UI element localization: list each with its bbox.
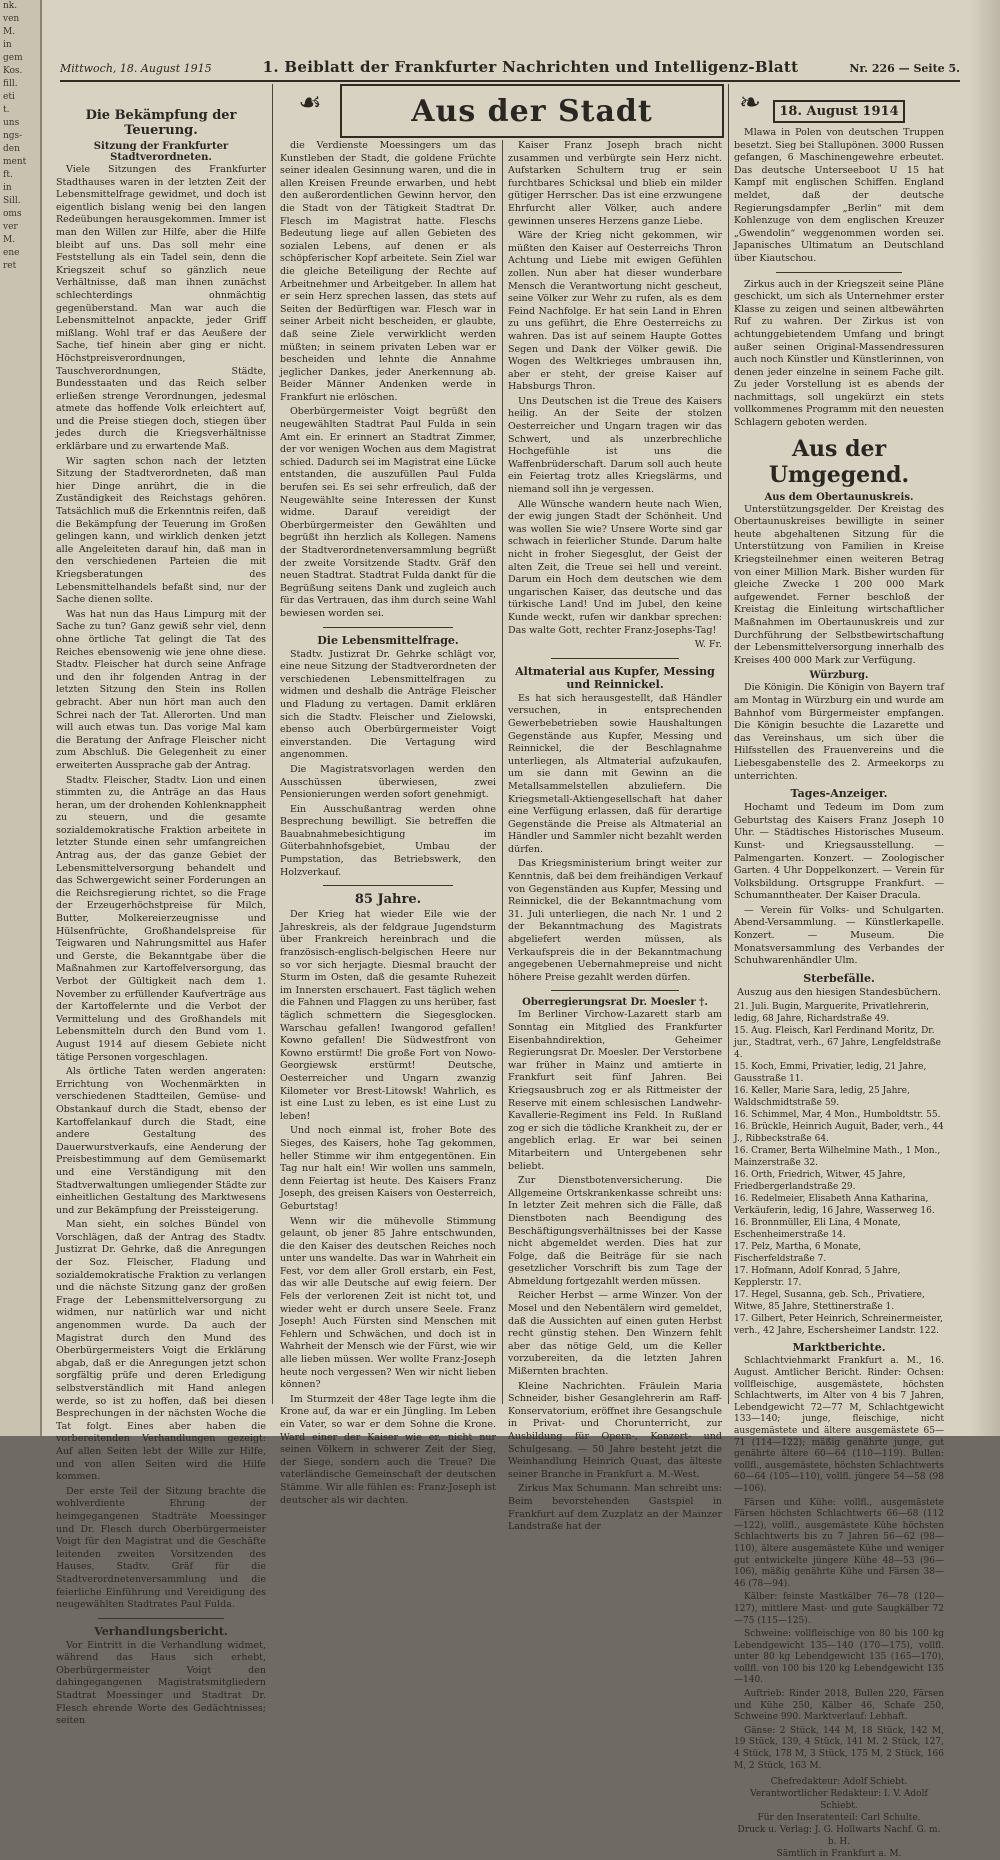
article-heading: Sterbefälle.: [803, 971, 875, 985]
paragraph: Kleine Nachrichten. Fräulein Maria Schneider, bisher Gesanglehrerin am Raff-Konservatorium, eröffnet ihre Gesangschule in Privat- und Chorunterricht, zur Ausbildung für Opern-, Konzert- und Schulgesang. — 50 Jahre besteht jetzt die Weinhandlung Heinrich Quast, das älteste seiner Branche in Frankfurt a. M.-West.: [508, 1380, 722, 1480]
article-heading: Die Bekämpfung der Teuerung.: [85, 108, 237, 138]
prev-page-fragment: in: [3, 40, 12, 50]
imprint-line: Chefredakteur: Adolf Schiebt.: [770, 1777, 908, 1788]
paragraph: — Verein für Volks- und Schulgarten. Abend-Versammlung. — Künstlerkapelle. Konzert. — Museum. Die Monatsversammlung des Verbandes der Schuhwarenhändler Ulm.: [734, 904, 944, 967]
paragraph: Uns Deutschen ist die Treue des Kaisers heilig. An der Seite der stolzen Oesterreicher und Ungarn tragen wir das Schwert, und als unzerbrechliche Hochgefühle ist uns die Waffenbrüderschaft. Darum soll auch heute ein Feiertag trotz alles Kriegslärms, und niemand soll ihn je vergessen.: [508, 395, 722, 496]
imprint-line: Für den Inseratenteil: Carl Schulte.: [757, 1813, 921, 1824]
previous-page-edge: [0, 0, 42, 1436]
article-subheading: Sitzung der Frankfurter Stadtverordneten.: [93, 141, 229, 163]
market-report: Kälber: feinste Mastkälber 76—78 (120—127), mittlere Mast- und gute Saugkälber 72—75 (115—125).: [734, 1592, 944, 1626]
header-number: Nr. 226 — Seite 5.: [849, 62, 960, 75]
column-divider: [728, 84, 729, 1404]
paragraph: Reicher Herbst — arme Winzer. Von der Mosel und den Nebentälern wird gemeldet, daß die Aussichten auf einen guten Herbst recht günstig stehen. Den Winzern fehlt aber das nötige Geld, um die Keller vorzubereiten, da die letzten Jahren Mißernten brachten.: [508, 1290, 722, 1378]
page-edge: [970, 0, 1000, 1436]
deaths-intro: Auszug aus den hiesigen Standesbüchern.: [737, 986, 941, 998]
prev-page-fragment: ver: [3, 222, 18, 232]
paragraph: Vor Eintritt in die Verhandlung widmet, während das Haus sich erhebt, Oberbürgermeister Voigt den dahingegangenen Magistratsmitgliedern Stadtrat Moessinger und Stadtrat Dr. Flesch ehrende Worte des Gedächtnisses; seiten: [56, 1639, 266, 1727]
section-banner: [340, 84, 724, 138]
section-heading: Aus der Umgegend.: [768, 435, 910, 488]
column-1: [56, 104, 266, 1727]
article-heading: Würzburg.: [809, 670, 869, 682]
header-title: 1. Beiblatt der Frankfurter Nachrichten und Intelligenz-Blatt: [262, 58, 799, 76]
header-date: Mittwoch, 18. August 1915: [60, 62, 212, 75]
paragraph: Im Berliner Virchow-Lazarett starb am Sonntag ein Mitglied des Frankfurter Eisenbahndirektion, Geheimer Regierungsrat Dr. Moesler. Der Verstorbene war früher in Mainz und amtierte in Frankfurt seit fünf Jahren. Bei Kriegsausbruch zog er als Rittmeister der Reserve mit einem schlesischen Landwehr-Kavallerie-Regiment ins Feld. In Rußland zog er sich die tödliche Krankheit zu, der er angeblich erlag. Er war bei seinen Mitarbeitern und Untergebenen sehr beliebt.: [508, 1009, 722, 1172]
separator: [551, 990, 679, 991]
prev-page-fragment: uns: [3, 118, 20, 128]
death-notice: 17. Gilbert, Peter Heinrich, Schreinermeister, verh., 42 Jahre, Eschersheimer Landstr. 122.: [734, 1314, 943, 1337]
prev-page-fragment: gem: [3, 53, 23, 63]
paragraph: Wir sagten schon nach der letzten Sitzung der Stadtverordneten, daß man hier Dinge anrührt, die in die Zuständigkeit des Reichstags gehören. Tatsächlich muß die Erkenntnis reifen, daß die Bekämpfung der Teuerung im Großen gelingen kann, und wirklich denken jetzt alle Angeleiteten darauf hin, daß man in den verschiedenen Parteien die mit Kriegsberatungen des Lebensmittelhandels befaßt sind, nur der Sache dienen sollte.: [56, 455, 266, 606]
death-notice: 16. Brückle, Heinrich Auguit, Bader, verh., 44 J., Ribbeckstraße 64.: [734, 1122, 944, 1145]
death-notice: 16. Keller, Marie Sara, ledig, 25 Jahre, Waldschmidtstraße 59.: [734, 1086, 910, 1109]
article-subheading: Aus dem Obertaunuskreis.: [764, 491, 914, 503]
paragraph: Zur Dienstbotenversicherung. Die Allgemeine Ortskrankenkasse schreibt uns: In letzter Zeit mehren sich die Fälle, daß Dienstboten nach Beendigung des Beschäftigungsverhältnisses bei der Kasse nicht abgemeldet werden. Dies hat zur Folge, daß die Beiträge für sie nach gesetzlicher Vorschrift bis zum Tage der Abmeldung fortgezahlt werden müssen.: [508, 1175, 722, 1287]
market-report: Schweine: vollfleischige von 80 bis 100 kg Lebendgewicht 135—140 (170—175), vollfl. unter 80 kg Lebendgewicht 135 (165—170), vollfl. von 100 bis 120 kg Lebendgewicht 135—140.: [734, 1629, 944, 1686]
separator: [551, 658, 679, 659]
prev-page-fragment: ret: [3, 261, 17, 271]
paragraph: Viele Sitzungen des Frankfurter Stadthauses waren in der letzten Zeit der Lebensmittelfrage gewidmet, und doch ist eigentlich bislang wenig bei den langen Redeübungen herausgekommen. Immer ist man den Willen zur Hilfe, aber die Hilfe bleibt auf uns. Das soll mehr eine Feststellung als ein Tadel sein, denn die Kriegszeit schuf so gänzlich neue Verhältnisse, daß man ihnen zunächst schlechterdings ohnmächtig gegenüberstand. Man war auch die Lebensmittelnot anpackte, jeder Griff mißlang. Wohl traf er das Aeußere der Sache, tief hinein aber ging er nicht. Höchstpreisverordnungen, Tauschverordnungen, Städte, Bundesstaaten und das Reich selber erließen strenge Verordnungen, jedesmal atmete das hoffende Volk erleichtert auf, und die Preise stiegen doch, stiegen über jedes durch die Kriegsverhältnisse erklärbare und zu erwartende Maß.: [56, 164, 266, 453]
paragraph: Die Königin. Die Königin von Bayern traf am Montag in Würzburg ein und wurde am Bahnhof vom Bürgermeister empfangen. Die Königin besuchte die Lazarette und das Vereinshaus, um sich über die Hilfsstellen des Frauenvereins und die Liebesgabenstelle des 2. Armeekorps zu unterrichten.: [734, 682, 944, 782]
prev-page-fragment: Sill.: [3, 196, 21, 206]
header-rule: [60, 80, 960, 82]
death-notice: 16. Cramer, Berta Wilhelmine Math., 1 Mon., Mainzerstraße 32.: [734, 1146, 941, 1169]
prev-page-fragment: Kos.: [3, 66, 23, 76]
date-box: 18. August 1914: [773, 100, 905, 123]
article-heading: Die Lebensmittelfrage.: [317, 633, 459, 647]
death-notice: 17. Pelz, Martha, 6 Monate, Fischerfeldstraße 7.: [734, 1242, 862, 1265]
separator: [323, 627, 453, 628]
market-report: Gänse: 2 Stück, 144 M, 18 Stück, 142 M, 19 Stück, 139, 4 Stück, 141 M. 2 Stück, 127, 4 Stück, 178 M, 3 Stück, 175 M, 2 Stück, 166 M, 2 Stück, 163 M.: [734, 1725, 944, 1771]
prev-page-fragment: ment: [3, 157, 27, 167]
prev-page-fragment: M.: [3, 235, 16, 245]
prev-page-fragment: ven: [3, 14, 20, 24]
signature: W. Fr.: [694, 639, 722, 651]
paragraph: Die Magistratsvorlagen werden den Ausschüssen überwiesen, zwei Pensionierungen werden sofort genehmigt.: [280, 763, 496, 801]
death-notice: 16. Schimmel, Mar, 4 Mon., Humboldtstr. 55.: [734, 1110, 941, 1121]
article-heading: 85 Jahre.: [354, 892, 422, 908]
death-notice: 16. Orth, Friedrich, Witwer, 45 Jahre, Friedbergerlandstraße 29.: [734, 1170, 906, 1193]
ornament-right-icon: ❧: [739, 88, 761, 118]
paragraph: Der Krieg hat wieder Eile wie der Jahreskreis, als der feldgraue Jugendsturm über Frankreich hereinbrach und die französisch-englisch-belgischen Heere nur so vor sich herjagte. Diesmal braucht der Sturm im Osten, daß die gesamte Ruhezeit im Innersten erschauert. Fast täglich wehen die Fahnen und Flaggen zu uns herüber, fast täglich schmettern die Siegesglocken. Warschau gefallen! Iwangorod gefallen! Kowno gefallen! Die Südwestfront von Kowno erstürmt! Die große Fort von Nowo-Georgiewsk erstürmt! Deutsche, Oesterreicher und Ungarn zwanzig Kilometer vor Brest-Litowsk! Wahrlich, es ist eine Lust zu leben, es ist eine Lust zu leben!: [280, 909, 496, 1122]
death-notice: 15. Koch, Emmi, Privatier, ledig, 21 Jahre, Gausstraße 11.: [734, 1062, 927, 1085]
prev-page-fragment: nk.: [3, 1, 18, 11]
death-notice: 17. Hofmann, Adolf Konrad, 5 Jahre, Kepplerstr. 17.: [734, 1266, 901, 1289]
paragraph: Wenn wir die mühevolle Stimmung gelaunt, ob jener 85 Jahre entschwunden, die den Kaiser des deutschen Reiches noch unter uns wandelte. Das war in Wahrheit ein Fest, vor dem aller Groll erstarb, ein Fest, das wir alle Deutsche auf ewig feiern. Der Fels der verlorenen Zeit ist nicht tot, und wieder weht er durch unsere Seele. Franz Joseph! Auch Fürsten sind Menschen mit Fehlern und Schwächen, und doch ist in Wahrheit der Mensch wie der Fürst, wie wir alle lieben müssen. Wer wollte Franz-Joseph heute noch vergessen? Wen wir nicht lieben können?: [280, 1215, 496, 1391]
prev-page-fragment: t.: [3, 105, 10, 115]
ornament-left-icon: ☙: [298, 88, 322, 118]
paragraph: die Verdienste Moessingers um das Kunstleben der Stadt, die goldene Früchte seiner idealen Gesinnung waren, und die in allen Kreisen Freunde erwarben, und hebt den außerordentlichen Gewinn hervor, den die Stadt von der Tätigkeit Stadtrat Dr. Flesch im Magistrat hatte. Fleschs Bedeutung liege auf allen Gebieten des sozialen Lebens, auf denen er als schöpferischer Kopf arbeitete. Sein Ziel war die gleiche Beteiligung der Rechte auf Arbeitnehmer und Arbeitgeber. In allem hat er sein Herz sprechen lassen, das stets auf Seiten der Bedürftigen war. Flesch war in seiner Arbeit nicht bescheiden, er glaubte, daß seine Ziele verwirklicht werden müßten; in seinem privaten Leben war er bescheiden und lehnte die Annahme jeglicher Dankes, jeder Anerkennung ab. Beider Männer Andenken werde in Frankfurt nie erlöschen.: [280, 140, 496, 403]
death-notice: 15. Aug. Fleisch, Karl Ferdinand Moritz, Dr. jur., Stadtrat, verh., 67 Jahre, Lengfeldstraße 4.: [734, 1026, 941, 1061]
paragraph: Und noch einmal ist, froher Bote des Sieges, des Kaisers, hohe Tag gekommen, heller Stimme wir ihm entgegentönen. Ein Tag nur halt ein! Wir wollen uns sammeln, denn Feiertag ist heute. Des Kaisers Franz Joseph, des greisen Kaisers von Oesterreich, Geburtstag!: [280, 1125, 496, 1212]
paragraph: Als örtliche Taten werden angeraten: Errichtung von Wochenmärkten in verschiedenen Stadtteilen, Gemüse- und Obstankauf durch die Stadt, ebenso der Kartoffelankauf durch die Stadt, eine andere Gestaltung des Dauerwurstverkaufs, eine Aenderung der Preisbestimmung auf dem Gemüsemarkt und eine Verständigung mit den Stadtverwaltungen umliegender Städte zur einheitlichen Gestaltung des Marktwesens und zur Bekämpfung der Preissteigerung.: [56, 1066, 266, 1216]
paragraph: Unterstützungsgelder. Der Kreistag des Obertaunuskreises bewilligte in seiner heute abgehaltenen Sitzung für die Unterstützung von Familien in Kreise Kriegsteilnehmer einen weiteren Betrag von einer Million Mark. Bisher wurden für gleiche Zwecke 1 200 000 Mark aufgewendet. Ferner beschloß der Kreistag die Einleitung wirtschaftlicher Maßnahmen im Obertaunuskreis und zur Durchführung der Selbstbewirtschaftung der Lebensmittelversorgung innerhalb des Kreises 400 000 Mark zur Verfügung.: [734, 503, 944, 666]
death-notice: 17. Hegel, Susanna, geb. Sch., Privatiere, Witwe, 85 Jahre, Stettinerstraße 1.: [734, 1290, 925, 1313]
prev-page-fragment: ene: [3, 248, 20, 258]
prev-page-fragment: M.: [3, 27, 16, 37]
column-4: [734, 100, 944, 1860]
article-heading: Tages-Anzeiger.: [790, 787, 888, 801]
prev-page-fragment: eti: [3, 92, 15, 102]
paragraph: Was hat nun das Haus Limpurg mit der Sache zu tun? Ganz gewiß sehr viel, denn ohne örtliche Tat gelingt die Tat des Reiches ebensowenig wie jene ohne diese. Stadtv. Fleischer hat durch seine Anfrage und den ihr folgenden Antrag in der letzten Sitzung den Stein ins Rollen gebracht. Aber nun hört man auch den Schrei nach der Tat. Allerorten. Und man will auch etwas tun. Das vorige Mal kam die Beratung der Anfrage Fleischer nicht zum Abschluß. Die Gelegenheit zu einer erweiterten Aussprache gab der Antrag.: [56, 608, 266, 771]
paragraph: Zirkus Max Schumann. Man schreibt uns: Beim bevorstehenden Gastspiel in Frankfurt auf dem Zuzplatz an der Mainzer Landstraße hat der: [508, 1483, 722, 1533]
paragraph: Alle Wünsche wandern heute nach Wien, der ewig jungen Stadt der Schönheit. Und was wollen Sie wie? Unsere Worte sind gar schwach in feierlicher Stunde. Darum halte nicht in froher Siegesglut, der Geist der alten Zeit, die Treue sei hell und vereint. Darum ein Hoch dem deutschen wie dem ungarischen Kaiser, das deutsche und das türkische Land! Und im Jubel, den keine Kunde weckt, rufen wir dankbar sprechen: Das walte Gott, rechter Franz-Josephs-Tag!: [508, 498, 722, 636]
prev-page-fragment: ngs-: [3, 131, 23, 141]
paragraph: Oberbürgermeister Voigt begrüßt den neugewählten Stadtrat Paul Fulda in sein Amt ein. Er erinnert an Stadtrat Zimmer, der vor wenigen Wochen aus dem Magistrat schied. Dadurch sei im Magistrat eine Lücke entstanden, die auszufüllen Paul Fulda berufen sei. Es sei sehr erfreulich, daß der Neugewählte seine Interessen der Kunst widme. Darauf vereidigt der Oberbürgermeister den Gewählten und begrüßt ihn herzlich als Kollegen. Namens der Stadtverordnetenversammlung begrüßt der zweite Vorsitzende Stadtv. Gräf den neuen Stadtrat. Stadtrat Fulda dankt für die Begrüßung seitens Dank und zugleich auch für das Vertrauen, das ihm durch seine Wahl bewiesen worden sei.: [280, 406, 496, 619]
paragraph: Hochamt und Tedeum im Dom zum Geburtstag des Kaisers Franz Joseph 10 Uhr. — Städtisches Historisches Museum. Kunst- und Kriegsausstellung. — Palmengarten. Konzert. — Zoologischer Garten. 4 Uhr Doppelkonzert. — Verein für Volksbildung. Ortsgruppe Frankfurt. — Schumanntheater. Der Kaiser Dracula.: [734, 802, 944, 902]
column-2: [280, 140, 496, 1506]
article-heading: Oberregierungsrat Dr. Moesler †.: [522, 997, 708, 1009]
column-divider: [272, 84, 273, 1404]
paragraph: Stadtv. Fleischer, Stadtv. Lion und einen stimmten zu, die Anträge an das Haus heran, um der drohenden Kohlenknappheit zu steuern, und die gesamte sozialdemokratische Fraktion arbeitete in letzter Stunde einen sehr umfangreichen Antrag aus, der das ganze Gebiet der Lebensmittelversorgung behandelt und das Schwergewicht seiner Forderungen an die Reichsregierung richtet, so die Frage der Erzeugerhöchstpreise für Milch, Butter, Molkereierzeugnisse und Hülsenfrüchte, Großhandelspreise für Teigwaren und Nahrungsmittel aus Hafer und Gerste, die Bekanntgabe über die Maßnahmen zur Kartoffelversorgung, das Verbot der Gültigkeit nach dem 1. November zu erfüllender Kaufverträge aus der Kartoffelernte und die Verbot der Vermittelung und des Großhandels mit Lebensmitteln durch den Bund vom 1. August 1914 auf diesem Gebiete nicht tätige Personen vorgeschlagen.: [56, 774, 266, 1063]
paragraph: Es hat sich herausgestellt, daß Händler versuchen, in entsprechenden Gewerbebetrieben sowie Haushaltungen Gegenstände aus Kupfer, Messing und Reinnickel, die der Beschlagnahme unterliegen, als Altmaterial aufzukaufen, um sie dann mit Gewinn an die Metallsammelstellen abzuliefern. Die Kriegsmetall-Aktiengesellschaft hat daher eine Verfügung erlassen, daß für derartige Gegenstände die Preise als Altmaterial an Händler und Sammler nicht bezahlt werden dürfen.: [508, 692, 722, 855]
article-heading: Altmaterial aus Kupfer, Messing und Reinnickel.: [515, 664, 715, 691]
market-report: Auftrieb: Rinder 2018, Bullen 220, Färsen und Kühe 250, Kälber 46, Schafe 250, Schweine 990. Marktverlauf: Lebhaft.: [734, 1689, 944, 1723]
death-notice: 16. Redelmeier, Elisabeth Anna Katharina, Verkäuferin, ledig, 16 Jahre, Wasserweg 16.: [734, 1194, 935, 1217]
death-notice: 21. Juli. Bugin, Marguerite, Privatlehrerin, ledig, 68 Jahre, Richardstraße 49.: [734, 1002, 930, 1025]
paragraph: Ein Ausschußantrag werden ohne Besprechung bewilligt. Sie betreffen die Bauabnahmebesichtigung im Güterbahnhofsgebiet, Umbau der Pumpstation, das Betriebswerk, den Holzverkauf.: [280, 803, 496, 878]
article-heading: Marktberichte.: [792, 1341, 886, 1355]
prev-page-fragment: fill.: [3, 79, 18, 89]
separator: [323, 885, 453, 886]
imprint-line: Verantwortlicher Redakteur: I. V. Adolf Schiebt.: [750, 1789, 928, 1812]
paragraph: Kaiser Franz Joseph brach nicht zusammen und verbürgte sein Herz nicht. Aufstarken Schultern trug er sein furchtbares Schicksal und blieb ein milder gütiger Herrscher. Das ist eine erzwungene Ehrfurcht aller Völker, auch andere gewinnen unseres Herzens ganze Liebe.: [508, 140, 722, 227]
prev-page-fragment: ft.: [3, 170, 13, 180]
page-header: [60, 58, 960, 80]
paragraph: Im Sturmzeit der 48er Tage legte ihm die Krone auf, da war er ein Jüngling. Im Leben ein Vater, so war er dem Sohne die Krone. Ward einer der Kaiser wie er, nicht nur seinen Völkern in schwerer Zeit der Sieg, der Siege, sondern auch die Treue? Die vaterländische Gemeinschaft der deutschen Stämme. Wir alle fühlen es: Franz-Joseph ist deutscher als wir dachten.: [280, 1393, 496, 1506]
paragraph: Wäre der Krieg nicht gekommen, wir müßten den Kaiser auf Oesterreichs Thron Achtung und Liebe mit ewigen Gefühlen zollen. Nun aber hat dieser wunderbare Mensch die Verantwortung nicht gescheut, seine Völker zur Wehr zu rufen, als es dem Feind Nachfolge. Er hat sein Land in Ehren zu uns geführt, die Ehre Oesterreichs zu wahren. Das ist auf seinem Haupte Gottes Segen und Dank der Völker gewiß. Die Wogen des Weltkrieges umbrausen ihn, aber er steht, der greise Kaiser auf Habsburgs Thron.: [508, 230, 722, 393]
market-report: Färsen und Kühe: vollfl., ausgemästete Färsen höchsten Schlachtwerts 66—68 (112—122), vollfl., ausgemästete Kühe höchsten Schlachtwerts bis zu 7 Jahren 56—62 (98—110), ältere ausgemästete Kühe und weniger gut entwickelte jüngere Kühe 48—53 (96—106), mäßig genährte Kühe und Färsen 38—46 (78—94).: [734, 1497, 944, 1589]
circus-text: Zirkus auch in der Kriegszeit seine Pläne geschickt, um sich als Unternehmer erster Klasse zu zeigen und seinen altbewährten Ruf zu wahren. Der Zirkus ist von achtunggebietendem Umfang und bringt außer seinen Original-Massendressuren auch noch Künstler und Künstlerinnen, von denen jeder einzelne in seinem Fache gilt. Zu jeder Vorstellung ist es abends der nachmittags, soll ungekürzt ein stets vollkommenes Programm mit den neuesten Schlagern geboten werden.: [734, 278, 944, 429]
column-divider: [502, 140, 503, 1404]
paragraph: Das Kriegsministerium bringt weiter zur Kenntnis, daß bei dem freihändigen Verkauf von Gegenständen aus Kupfer, Messing und Reinnickel, die der Bekanntmachung vom 31. Juli unterliegen, die nach Nr. 1 und 2 der Bekanntmachung des Magistrats abgeliefert werden müssen, als Verkaufspreis die in der Bekanntmachung angegebenen Uebernahmepreise und nicht höhere Preise gezahlt werden dürfen.: [508, 858, 722, 983]
paragraph: Stadtv. Justizrat Dr. Gehrke schlägt vor, eine neue Sitzung der Stadtverordneten der verschiedenen Lebensmittelfragen zu widmen und deshalb die Anträge Fleischer und Fladung zu vertagen. Damit erklären sich die Stadtv. Fleischer und Zielowski, ebenso auch Oberbürgermeister Voigt einverstanden. Die Vertagung wird angenommen.: [280, 648, 496, 761]
prev-page-fragment: den: [3, 144, 20, 154]
imprint-line: Druck u. Verlag: J. G. Hollwarts Nachf. G. m. b. H.: [737, 1825, 941, 1848]
separator: [776, 272, 902, 273]
separator: [98, 1618, 224, 1619]
death-notice: 16. Bronnmüller, Eli Lina, 4 Monate, Eschenheimerstraße 14.: [734, 1218, 901, 1241]
imprint-line: Sämtlich in Frankfurt a. M.: [776, 1849, 902, 1860]
section-title: Aus der Stadt: [411, 93, 653, 129]
prev-page-fragment: oms: [3, 209, 22, 219]
market-report: Schlachtviehmarkt Frankfurt a. M., 16. August. Amtlicher Bericht. Rinder: Ochsen: vollfleischige, ausgemästete, höchsten Schlachtwerts, im Alter von 4 bis 7 Jahren, Lebendgewicht 72—77 M, Schlachtgewicht 133—140; junge, fleischige, nicht ausgemästete und ältere ausgemästete 65—71 (114—122); mäßig genährte junge, gut genährte ältere 60—64 (110—119). Bullen: vollfl., ausgemästete, höchsten Schlachtwerts 60—64 (105—110), vollfl. jüngere 54—58 (98—106).: [734, 1356, 944, 1494]
article-heading: Verhandlungsbericht.: [94, 1624, 228, 1638]
column-3: [508, 140, 722, 1533]
prev-page-fragment: in: [3, 183, 12, 193]
paragraph: Man sieht, ein solches Bündel von Vorschlägen, daß der Antrag des Stadtv. Justizrat Dr. Gehrke, daß die Anregungen der Soz. Fleischer, Fladung und sozialdemokratische Fraktion zu verlangen und die nächste Sitzung ganz der großen Frage der Lebensmittelversorgung zu widmen, nur natürlich war und nicht angenommen wurde. Da auch der Magistrat durch den Mund des Oberbürgermeisters Voigt die Erklärung abgab, daß er die Anregungen jetzt schon sorgfältig prüfe und deren Erledigung selbstverständlich mit Hand anlegen werde, so ist zu hoffen, daß bei diesen Besprechungen in der nächsten Woche die Tat folgt. Eines aber haben die vorbereitenden Verhandlungen gezeigt: Auf allen Seiten lebt der Wille zur Hilfe, und von allen Seiten wird die Hilfe kommen.: [56, 1219, 266, 1483]
chronicle-text: Mlawa in Polen von deutschen Truppen besetzt. Sieg bei Stallupönen. 3000 Russen gefangen, 6 Maschinengewehre erbeutet. Das deutsche Unterseeboot U 15 hat Kampf mit englischen Schiffen. England meldet, daß der deutsche Regierungsdampfer „Berlin“ mit dem Kohlenzuge von dem englischen Kreuzer „Gwendolin“ weggenommen worden sei. Japanisches Ultimatum an Deutschland über Kiautschou.: [734, 127, 944, 264]
paragraph: Der erste Teil der Sitzung brachte die wohlverdiente Ehrung der heimgegangenen Stadträte Moessinger und Dr. Flesch durch Oberbürgermeister Voigt für den Magistrat und die Geschäfte leitenden zweiten Vorsitzenden des Hauses, Stadtv. Gräf für die Stadtverordnetenversammlung und die feierliche Einführung und Vereidigung des neugewählten Stadtrates Paul Fulda.: [56, 1485, 266, 1611]
